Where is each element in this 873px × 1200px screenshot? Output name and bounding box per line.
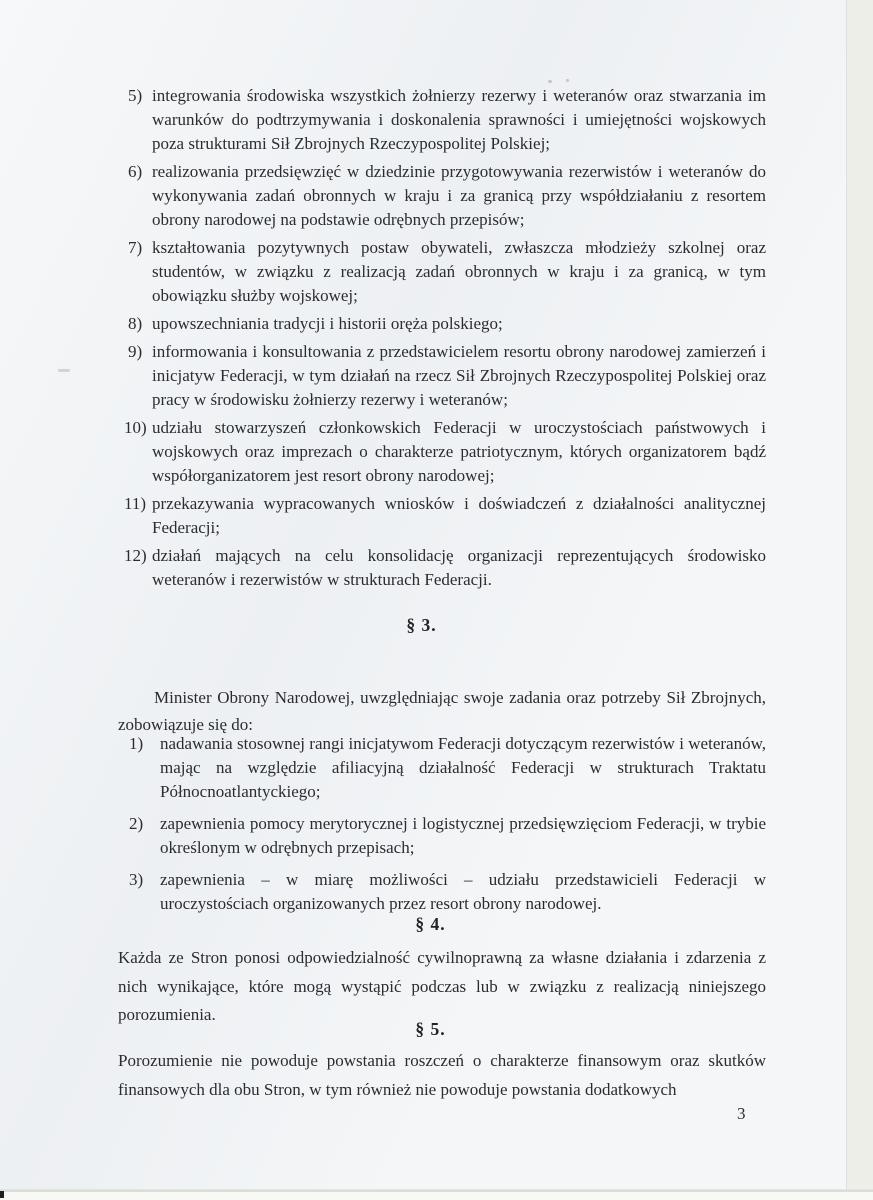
list-item [128, 236, 766, 308]
obligations-list [124, 84, 766, 596]
list-item-text: upowszechniania tradycji i historii oręża polskiego; [152, 314, 503, 333]
section-3-heading: § 3. [406, 615, 437, 635]
list-item-number: 9) [128, 342, 143, 361]
list-item [128, 340, 766, 412]
scanner-edge-right [846, 0, 873, 1190]
list-item-number: 11) [124, 494, 147, 513]
section-4-heading: § 4. [415, 914, 446, 934]
scan-artifact-smudge [58, 369, 70, 372]
list-item [129, 732, 766, 804]
list-item [129, 812, 766, 860]
list-item-text: zapewnienia pomocy merytorycznej i logistycznej przedsięwzięciom Federacji, w trybie określonym w odrębnych przepisach; [160, 814, 766, 857]
list-item-number: 10) [124, 418, 147, 437]
list-item-text: informowania i konsultowania z przedstawicielem resortu obrony narodowej zamierzeń i inicjatyw Federacji, w tym działań na rzecz Sił Zbrojnych Rzeczypospolitej Polskiej oraz pracy w środowisku żołnierzy rezerwy i weteranów; [152, 342, 766, 409]
list-item-number: 7) [128, 238, 143, 257]
list-item [129, 868, 766, 916]
list-item-text: przekazywania wypracowanych wniosków i doświadczeń z działalności analitycznej Federacji; [152, 494, 766, 537]
list-item-number: 1) [129, 734, 144, 753]
list-item [124, 416, 766, 488]
list-item-number: 2) [129, 814, 144, 833]
list-item-text: nadawania stosownej rangi inicjatywom Federacji dotyczącym rezerwistów i weteranów, mając na względzie afiliacyjną działalność Federacji w strukturach Traktatu Północnoatlantyckiego; [160, 734, 766, 801]
list-item [128, 312, 766, 336]
section-4-body: Każda ze Stron ponosi odpowiedzialność cywilnoprawną za własne działania i zdarzenia z nich wynikające, które mogą wystąpić podczas lub w związku z realizacją niniejszego porozumienia. [118, 948, 766, 1024]
list-item-text: realizowania przedsięwzięć w dziedzinie przygotowywania rezerwistów i weteranów do wykonywania zadań obronnych w kraju i za granicą przy współdziałaniu z resortem obrony narodowej na podstawie odrębnych przepisów; [152, 162, 766, 229]
list-item [124, 544, 766, 592]
list-item-number: 8) [128, 314, 143, 333]
page-number: 3 [737, 1104, 746, 1123]
list-item-number: 3) [129, 870, 144, 889]
list-item-number: 5) [128, 86, 143, 105]
minister-obligations-list [129, 732, 766, 924]
scan-artifact-dot [548, 80, 552, 83]
list-item [124, 492, 766, 540]
scan-corner-mark [0, 1191, 4, 1198]
list-item-number: 6) [128, 162, 143, 181]
list-item-text: działań mających na celu konsolidację organizacji reprezentujących środowisko weteranów i rezerwistów w strukturach Federacji. [152, 546, 766, 589]
scanner-edge-bottom [0, 1189, 873, 1200]
list-item-text: kształtowania pozytywnych postaw obywateli, zwłaszcza młodzieży szkolnej oraz studentów, w związku z realizacją zadań obronnych w kraju i za granicą, w tym obowiązku służby wojskowej; [152, 238, 766, 305]
section-5-body: Porozumienie nie powoduje powstania roszczeń o charakterze finansowym oraz skutków finansowych dla obu Stron, w tym również nie powoduje powstania dodatkowych [118, 1051, 766, 1099]
section-5-heading: § 5. [415, 1019, 446, 1039]
list-item-text: zapewnienia – w miarę możliwości – udziału przedstawicieli Federacji w uroczystościach organizowanych przez resort obrony narodowej. [160, 870, 766, 913]
list-item-number: 12) [124, 546, 147, 565]
section-3-intro: Minister Obrony Narodowej, uwzględniając swoje zadania oraz potrzeby Sił Zbrojnych, zobowiązuje się do: [118, 688, 766, 734]
scan-artifact-dot [566, 79, 569, 82]
list-item [128, 84, 766, 156]
list-item-text: udziału stowarzyszeń członkowskich Federacji w uroczystościach państwowych i wojskowych oraz imprezach o charakterze patriotycznym, których organizatorem bądź współorganizatorem jest resort obrony narodowej; [152, 418, 766, 485]
list-item-text: integrowania środowiska wszystkich żołnierzy rezerwy i weteranów oraz stwarzania im warunków do podtrzymywania i doskonalenia sprawności i umiejętności wojskowych poza strukturami Sił Zbrojnych Rzeczypospolitej Polskiej; [152, 86, 766, 153]
list-item [128, 160, 766, 232]
